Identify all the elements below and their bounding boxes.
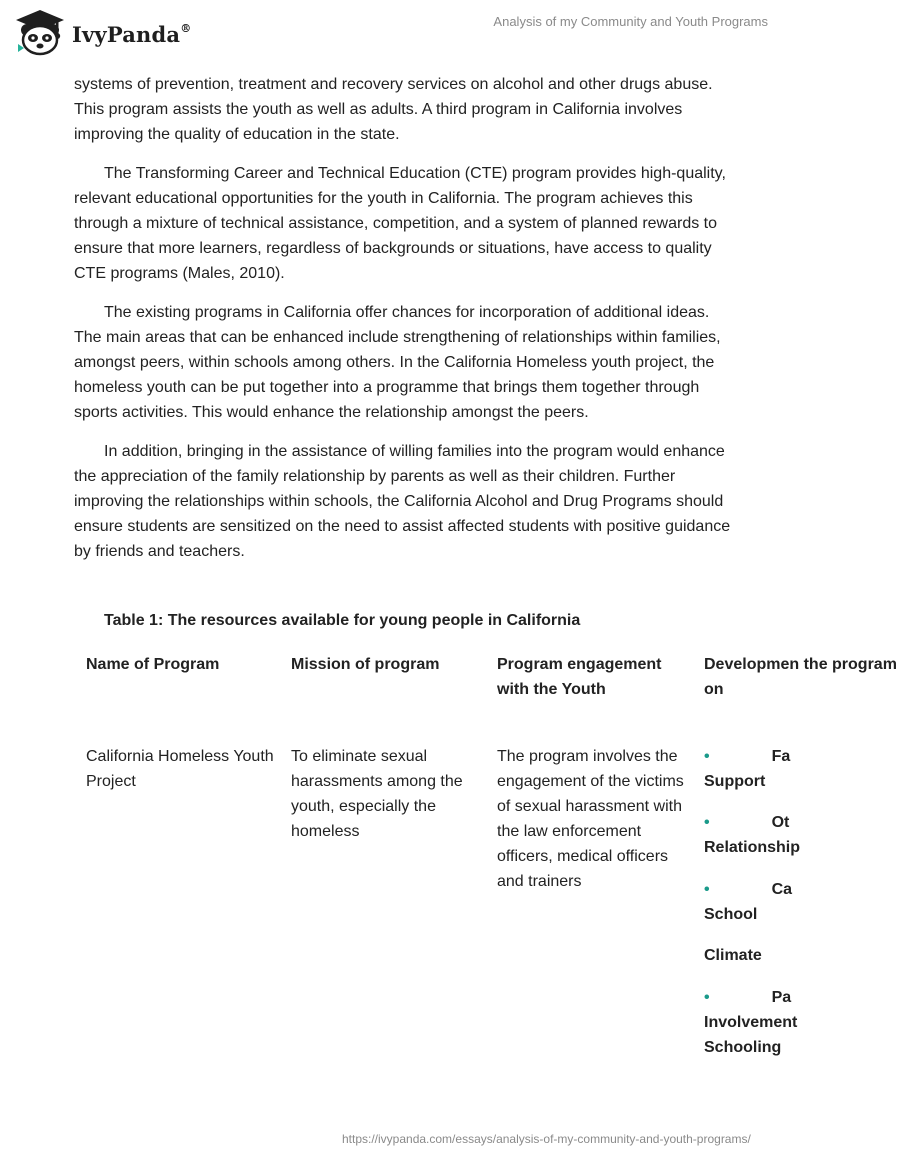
paragraph-1: systems of prevention, treatment and recovery services on alcohol and other drugs abuse. This program assists the youth as well as adults. A third program in California involves improving the quality of education in the state. [74,76,713,143]
document-title: Analysis of my Community and Youth Programs [493,14,768,29]
paragraph-3: The existing programs in California offer chances for incorporation of additional ideas. The main areas that can be enhanced include strengthening of relationships within families, amongst peers, within schools among others. In the California Homeless youth project, the homeless youth can be put together into a programme that brings them together through sports activities. This would enhance the relationship amongst the peers. [74,304,721,421]
development-item-schooling: Schooling [704,1039,782,1056]
table-header-development: Developmen the program on [704,656,897,698]
brand-name: IvyPanda® [72,21,192,47]
development-item-school: • Ca School [704,881,793,923]
bullet-icon: • [704,989,710,1006]
table-header-engagement: Program engagement with the Youth [497,656,662,698]
table-header-mission: Mission of program [291,656,440,673]
page-header [0,0,800,70]
bullet-icon: • [704,748,710,765]
bullet-icon: • [704,881,710,898]
table-cell-engagement: The program involves the engagement of the victims of sexual harassment with the law enforcement officers, medical officers and trainers [497,748,684,890]
article-body [74,72,734,578]
table-cell-program-name: California Homeless Youth Project [86,748,274,790]
ivypanda-logo[interactable] [14,8,191,56]
panda-graduation-icon [14,8,66,56]
bullet-icon: • [704,814,710,831]
paragraph-4: In addition, bringing in the assistance of willing families into the program would enhance the appreciation of the family relationship by parents as well as their children. Further improving the relationships within schools, the California Alcohol and Drug Programs should ensure students are sensitized on the need to assist affected students with positive guidance by friends and teachers. [74,443,731,560]
source-url[interactable]: https://ivypanda.com/essays/analysis-of-my-community-and-youth-programs/ [342,1132,751,1146]
development-item-climate: Climate [704,947,762,964]
development-item-other: • Ot Relationship [704,814,801,856]
table-cell-mission: To eliminate sexual harassments among the youth, especially the homeless [291,748,463,840]
table-header-name: Name of Program [86,656,220,673]
table-caption: Table 1: The resources available for young people in California [104,612,581,629]
development-item-parent: • Pa Involvement [704,989,798,1031]
paragraph-2: The Transforming Career and Technical Education (CTE) program provides high-quality, relevant educational opportunities for the youth in California. The program achieves this through a mixture of technical assistance, competition, and a system of planned rewards to ensure that more learners, regardless of backgrounds or situations, have access to quality CTE programs (Males, 2010). [74,165,726,282]
development-item-family: • Fa Support [704,748,791,790]
